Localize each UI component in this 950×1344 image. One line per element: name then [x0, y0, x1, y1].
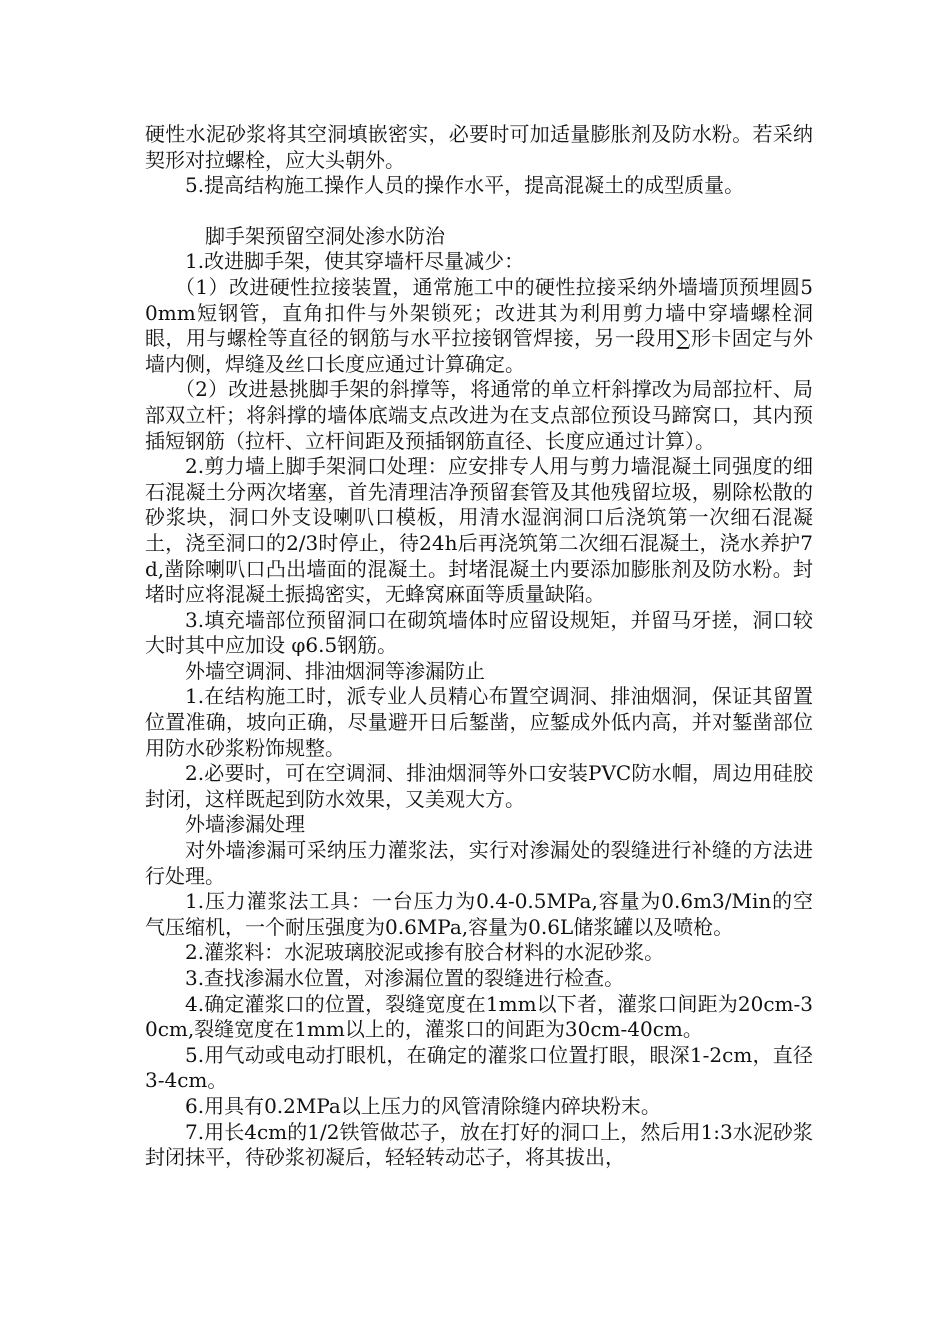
paragraph-2: 5.提高结构施工操作人员的操作水平，提高混凝土的成型质量。: [185, 173, 745, 198]
paragraph-5: （2）改进悬挑脚手架的斜撑等，将通常的单立杆斜撑改为局部拉杆、局部双立杆；将斜撑的墙体底端支点改进为在支点部位预设马蹄窝口，其内预插短钢筋（拉杆、立杆间距及预插钢筋直径、长度应通过计算）。: [145, 377, 813, 453]
paragraph-3: 1.改进脚手架，使其穿墙杆尽量减少：: [185, 249, 525, 274]
paragraph-10: 对外墙渗漏可采纳压力灌浆法，实行对渗漏处的裂缝进行补缝的方法进行处理。: [145, 838, 813, 888]
paragraph-6: 2.剪力墙上脚手架洞口处理：应安排专人用与剪力墙混凝土同强度的细石混凝土分两次堵塞，首先清理洁净预留套管及其他残留垃圾，剔除松散的砂浆块，洞口外支设喇叭口模板，用清水湿润洞口后浇筑第一次细石混凝土，浇至洞口的2/3时停止，待24h后再浇筑第二次细石混凝土，浇水养护7d,凿除喇叭口凸出墙面的混凝土。封堵混凝土内要添加膨胀剂及防水粉。封堵时应将混凝土振捣密实，无蜂窝麻面等质量缺陷。: [145, 454, 813, 607]
paragraph-gap: [145, 199, 813, 224]
paragraph-1: 硬性水泥砂浆将其空洞填嵌密实，必要时可加适量膨胀剂及防水粉。若采纳契形对拉螺栓，应大头朝外。: [145, 122, 813, 172]
section-heading-scaffold: 脚手架预留空洞处渗水防治: [205, 223, 445, 248]
section-heading-air-conditioner: 外墙空调洞、排油烟洞等渗漏防止: [185, 658, 485, 683]
paragraph-8: 1.在结构施工时，派专业人员精心布置空调洞、排油烟洞，保证其留置位置准确，坡向正确，尽量避开日后錾凿，应錾成外低内高，并对錾凿部位用防水砂浆粉饰规整。: [145, 684, 813, 760]
paragraph-9: 2.必要时，可在空调洞、排油烟洞等外口安装PVC防水帽，周边用硅胶封闭，这样既起到防水效果，又美观大方。: [145, 761, 813, 811]
section-heading-leak-treatment: 外墙渗漏处理: [185, 812, 305, 837]
paragraph-11: 1.压力灌浆法工具：一台压力为0.4-0.5MPa,容量为0.6m3/Min的空气压缩机，一个耐压强度为0.6MPa,容量为0.6L储浆罐以及喷枪。: [145, 889, 813, 939]
paragraph-14: 4.确定灌浆口的位置，裂缝宽度在1mm以下者，灌浆口间距为20cm-30cm,裂缝宽度在1mm以上的，灌浆口的间距为30cm-40cm。: [145, 991, 813, 1042]
paragraph-12: 2.灌浆料：水泥玻璃胶泥或掺有胶合材料的水泥砂浆。: [185, 940, 665, 965]
paragraph-13: 3.查找渗漏水位置，对渗漏位置的裂缝进行检查。: [185, 966, 625, 990]
document-body: [145, 122, 813, 1171]
paragraph-17: 7.用长4cm的1/2铁管做芯子，放在打好的洞口上，然后用1:3水泥砂浆封闭抹平，待砂浆初凝后，轻轻转动芯子，将其拔出，: [145, 1119, 813, 1170]
paragraph-15: 5.用气动或电动打眼机，在确定的灌浆口位置打眼，眼深1-2cm，直径3-4cm。: [145, 1042, 813, 1093]
paragraph-7: 3.填充墙部位预留洞口在砌筑墙体时应留设规矩，并留马牙搓，洞口较大时其中应加设 φ6.5钢筋。: [145, 607, 813, 658]
paragraph-4: （1）改进硬性拉接装置，通常施工中的硬性拉接采纳外墙墙顶预埋圆50mm短钢管，直角扣件与外架锁死；改进其为利用剪力墙中穿墙螺栓洞眼，用与螺栓等直径的钢筋与水平拉接钢管焊接，另一段用∑形卡固定与外墙内侧，焊缝及丝口长度应通过计算确定。: [145, 274, 813, 376]
paragraph-16: 6.用具有0.2MPa以上压力的风管清除缝内碎块粉末。: [185, 1093, 661, 1118]
